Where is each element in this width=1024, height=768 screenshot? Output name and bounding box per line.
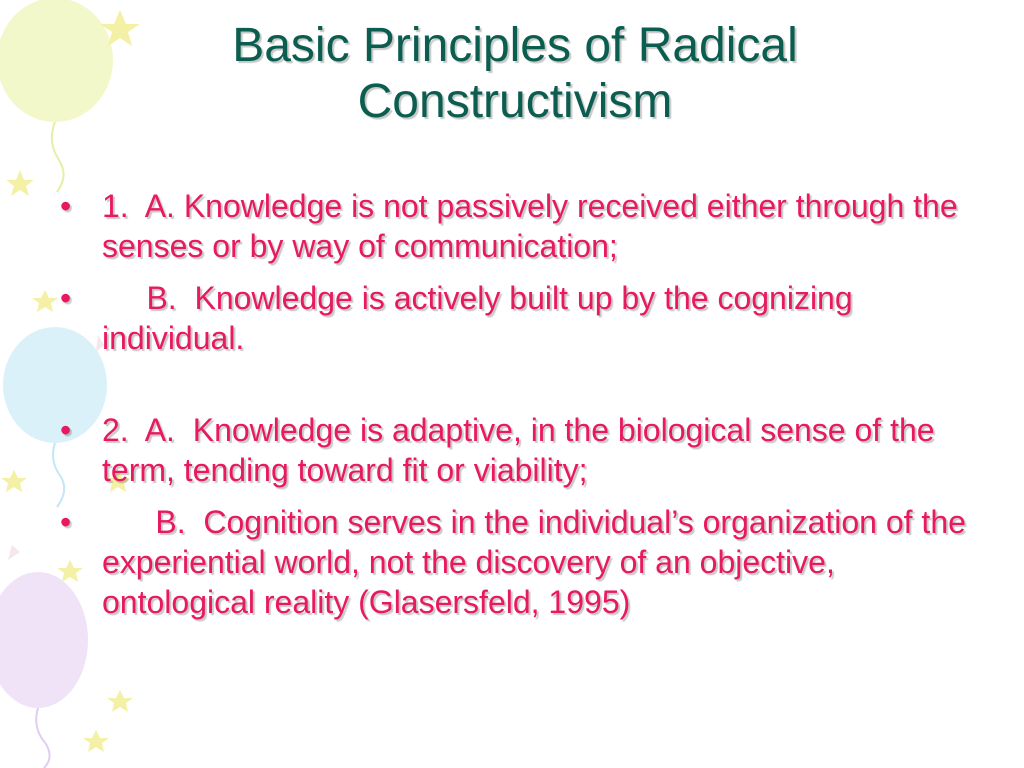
bullet-item-1b (60, 278, 970, 358)
slide-title (100, 18, 930, 130)
bullet-text: B. Cognition serves in the individual’s organization of the experiential world, not the discovery of an objective, ontological reality (Glasersfeld, 1995) (102, 504, 975, 620)
bullet-marker: • (60, 280, 72, 316)
bullet-marker: • (60, 188, 72, 224)
slide-title-line-1: Basic Principles of Radical (232, 19, 798, 72)
bullet-text: 2. A. Knowledge is adaptive, in the biological sense of the term, tending toward fit or viability; (102, 412, 944, 488)
bullet-marker: • (60, 504, 72, 540)
bullet-item-2b (60, 502, 975, 622)
bullet-text: B. Knowledge is actively built up by the cognizing individual. (102, 280, 862, 356)
bullet-item-1a (60, 186, 970, 266)
bullet-text: 1. A. Knowledge is not passively received either through the senses or by way of communication; (102, 188, 967, 264)
bullet-list (60, 186, 975, 634)
slide-title-line-2: Constructivism (357, 75, 673, 128)
bullet-marker: • (60, 412, 72, 448)
yellow-balloon-icon (0, 0, 113, 122)
bullet-item-2a (60, 410, 970, 490)
